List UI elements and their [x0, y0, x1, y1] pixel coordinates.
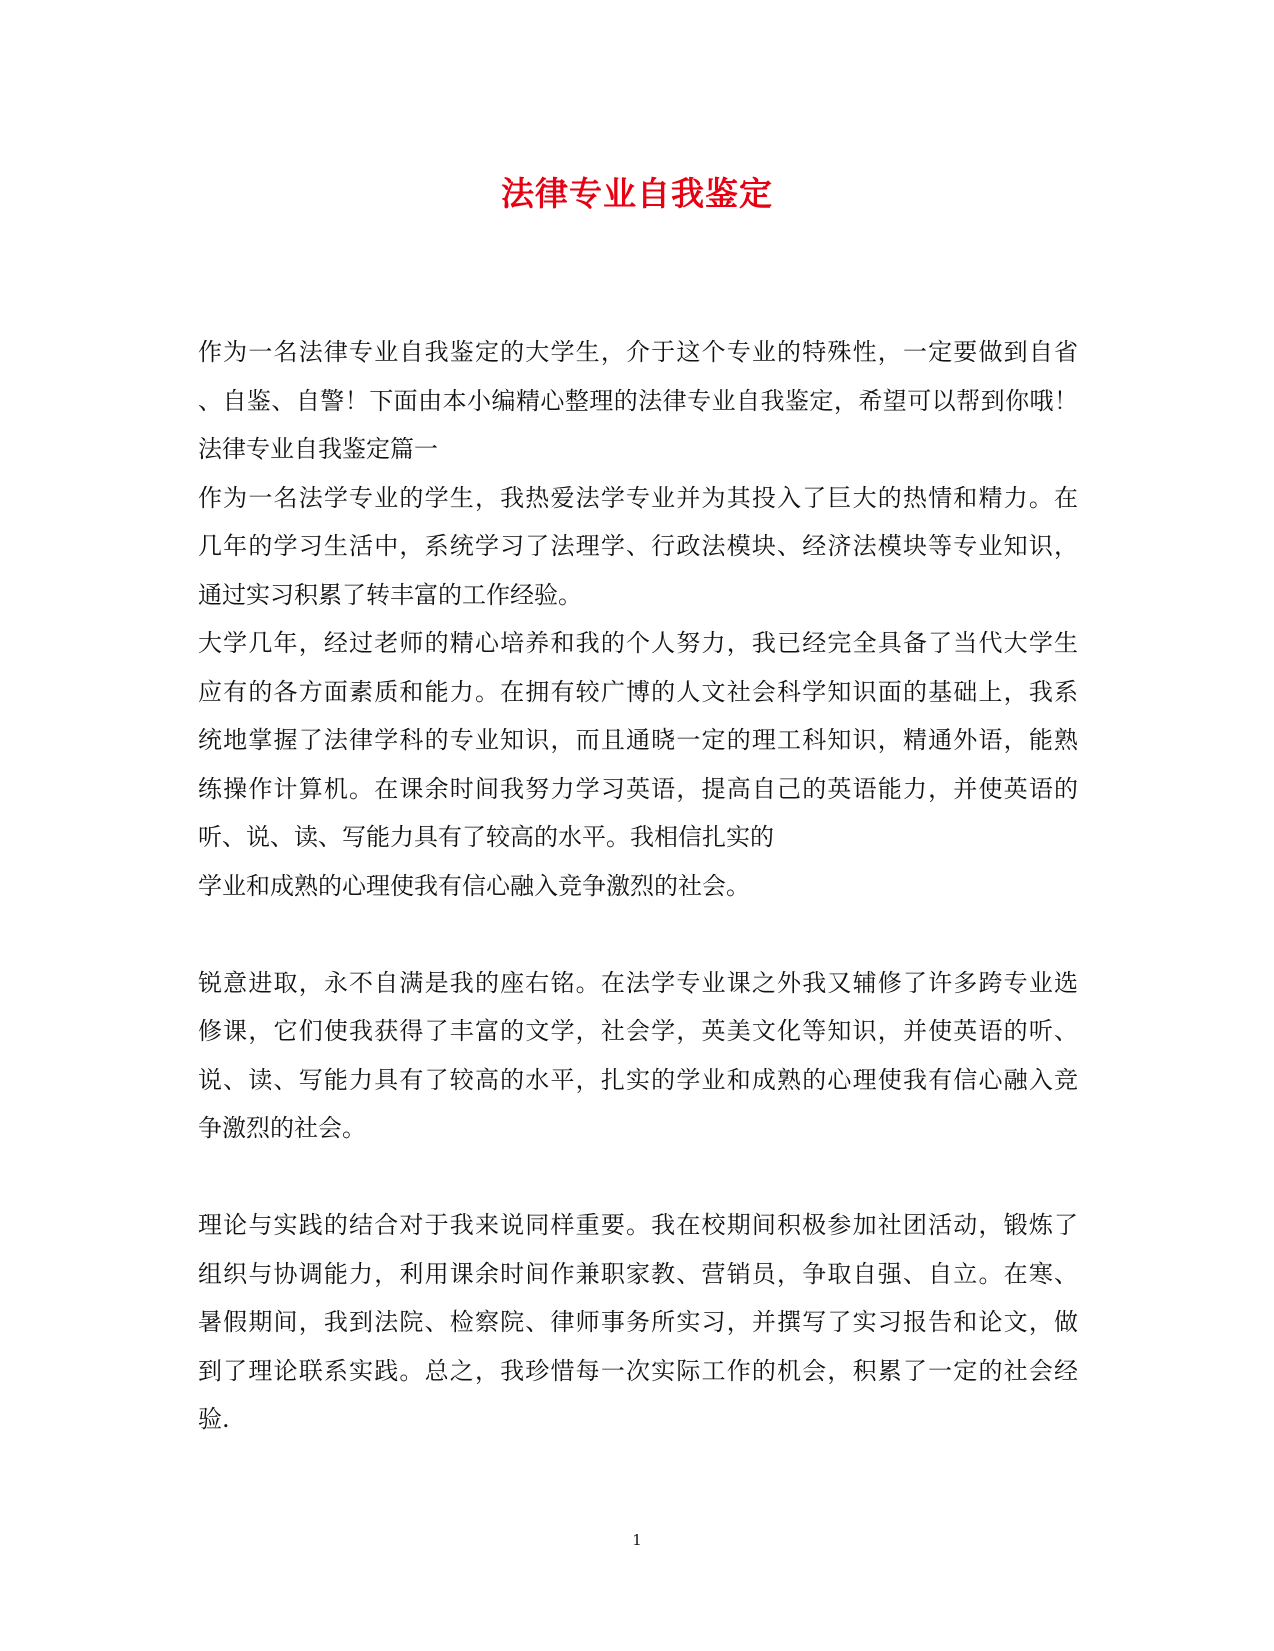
body-line: 统地掌握了法律学科的专业知识，而且通晓一定的理工科知识，精通外语，能熟	[198, 726, 1078, 754]
body-line: 验.	[198, 1405, 230, 1433]
body-line: 通过实习积累了转丰富的工作经验。	[198, 580, 582, 609]
paragraph-gap	[198, 910, 1078, 959]
body-line: 听、说、读、写能力具有了较高的水平。我相信扎实的	[198, 823, 774, 851]
page-number: 1	[632, 1531, 642, 1549]
body-line: 到了理论联系实践。总之，我珍惜每一次实际工作的机会，积累了一定的社会经	[198, 1356, 1078, 1385]
body-line: 练操作计算机。在课余时间我努力学习英语，提高自己的英语能力，并使英语的	[198, 774, 1078, 803]
body-line: 学业和成熟的心理使我有信心融入竞争激烈的社会。	[198, 871, 750, 900]
body-line: 暑假期间，我到法院、检察院、律师事务所实习，并撰写了实习报告和论文，做	[198, 1308, 1078, 1336]
body-line: 作为一名法学专业的学生，我热爱法学专业并为其投入了巨大的热情和精力。在	[198, 483, 1078, 512]
body-line: 大学几年，经过老师的精心培养和我的个人努力，我已经完全具备了当代大学生	[198, 629, 1078, 657]
body-line: 、自鉴、自警！下面由本小编精心整理的法律专业自我鉴定，希望可以帮到你哦！	[198, 386, 1078, 415]
paragraph-gap	[198, 1153, 1078, 1202]
body-line: 几年的学习生活中，系统学习了法理学、行政法模块、经济法模块等专业知识，	[198, 532, 1078, 560]
document-title: 法律专业自我鉴定	[501, 174, 773, 213]
body-line: 修课，它们使我获得了丰富的文学，社会学，英美文化等知识，并使英语的听、	[198, 1017, 1078, 1045]
body-line: 组织与协调能力，利用课余时间作兼职家教、营销员，争取自强、自立。在寒、	[198, 1259, 1078, 1288]
body-line: 说、读、写能力具有了较高的水平，扎实的学业和成熟的心理使我有信心融入竞	[198, 1065, 1078, 1094]
section-heading: 法律专业自我鉴定篇一	[198, 435, 438, 463]
document-body	[198, 328, 1078, 1444]
body-line: 应有的各方面素质和能力。在拥有较广博的人文社会科学知识面的基础上，我系	[198, 677, 1078, 706]
body-line: 争激烈的社会。	[198, 1114, 366, 1142]
body-line: 理论与实践的结合对于我来说同样重要。我在校期间积极参加社团活动，锻炼了	[198, 1211, 1078, 1239]
body-line: 锐意进取，永不自满是我的座右铭。在法学专业课之外我又辅修了许多跨专业选	[198, 968, 1078, 997]
body-line: 作为一名法律专业自我鉴定的大学生，介于这个专业的特殊性，一定要做到自省	[198, 338, 1078, 366]
